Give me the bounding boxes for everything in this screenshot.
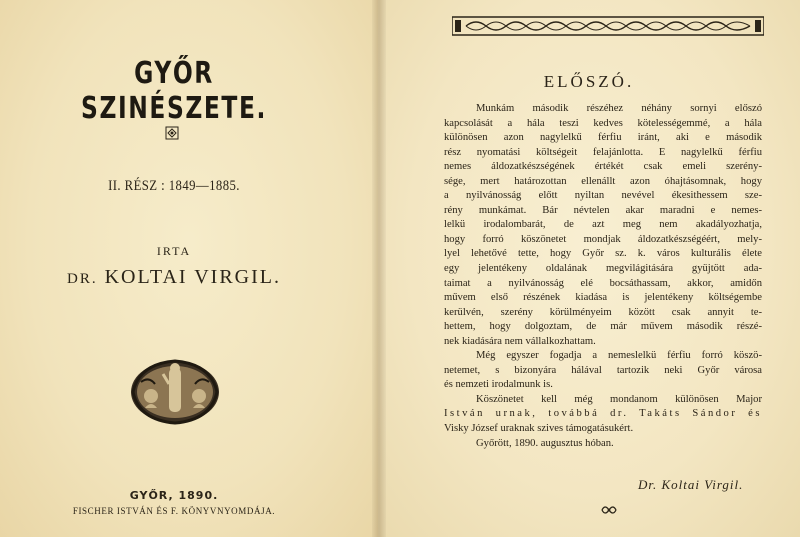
preface-line: kerülvén, szerény körülményeim között csak annyit te-	[444, 306, 762, 318]
preface-line: István urnak, továbbá dr. Takáts Sándor és	[444, 408, 762, 420]
preface-line: taimat a nyilvánosság elé bocsáthassam, akkor, amidőn	[444, 277, 762, 289]
preface-line: hettem, hogy dolgoztam, de már művem második részé-	[444, 321, 762, 333]
preface-line: lyel lehetővé tette, hogy Győr sz. k. város kulturális élete	[444, 248, 762, 260]
tailpiece-ornament-icon	[600, 503, 618, 517]
preface-page	[378, 0, 800, 537]
headpiece-ornament-icon	[452, 16, 764, 36]
preface-text	[444, 102, 762, 451]
book-gutter	[372, 0, 386, 537]
preface-line: Köszönetet kell még mondanom különösen Major	[476, 393, 762, 405]
preface-line: nek kiadására nem vállalkozhattam.	[444, 335, 596, 347]
preface-line: netemet, s bizonyára hálával tartozik neki Győr városa	[444, 364, 762, 376]
preface-line: hogy forró köszönetet mondjak áldozatkészségéért, mely-	[444, 233, 762, 245]
preface-line: és nemzeti irodalmunk is.	[444, 379, 553, 391]
preface-line: Győrött, 1890. augusztus hóban.	[476, 437, 614, 449]
preface-line: Visky József uraknak szives támogatásukért.	[444, 423, 634, 435]
part-subtitle: II. RÉSZ : 1849—1885.	[108, 178, 240, 194]
preface-line: Munkám második részéhez néhány sornyi előszó	[476, 103, 762, 114]
author-surname: KOLTAI VIRGIL.	[104, 266, 281, 288]
by-label: IRTA	[156, 244, 192, 258]
preface-heading: ELŐSZÓ.	[543, 72, 635, 91]
author-prefix: DR.	[67, 271, 98, 287]
preface-line: kapcsolását a hála teszi kedves kötelességemmé, a hála	[444, 117, 762, 129]
publication-place-year: GYŐR, 1890.	[129, 489, 219, 502]
printer-imprint: FISCHER ISTVÁN ÉS F. KÖNYVNYOMDÁJA.	[72, 506, 276, 516]
preface-line: különösen azon nagylelkű férfiu iránt, aki e második	[444, 132, 762, 144]
signature: Dr. Koltai Virgil.	[638, 477, 744, 492]
preface-line: a nyilvánosság előtt nyiltan nevével ékesithessem sze-	[444, 190, 762, 202]
preface-line: rény munkámat. Bár névtelen akar maradni e nemes-	[444, 204, 762, 216]
preface-line: Még egyszer fogadja a nemeslelkü férfiu forró köszö-	[476, 350, 762, 362]
ornament-icon	[165, 126, 179, 140]
preface-line: művem első részének kiadása is jelentékeny költségembe	[444, 292, 762, 304]
title-page	[0, 0, 378, 537]
preface-line: egy jelentékeny oldalának megvilágitására gyüjtött ada-	[444, 263, 762, 275]
author-name	[0, 266, 348, 289]
preface-line: lelkü irodalombarát, de azt meg nem akadályozhatja,	[444, 219, 762, 231]
allegorical-vignette-icon	[129, 356, 221, 426]
preface-line: nemes áldozatkészségének értékét csak emeli szerény-	[444, 161, 762, 173]
preface-line: rész nyomatási költségeit felajánlotta. E nagylelkű férfiu	[444, 146, 762, 158]
preface-line: sége, mert határozottan ellenállt azon óhajtásomnak, hogy	[444, 175, 762, 187]
book-title: GYŐR SZINÉSZETE.	[81, 56, 267, 126]
